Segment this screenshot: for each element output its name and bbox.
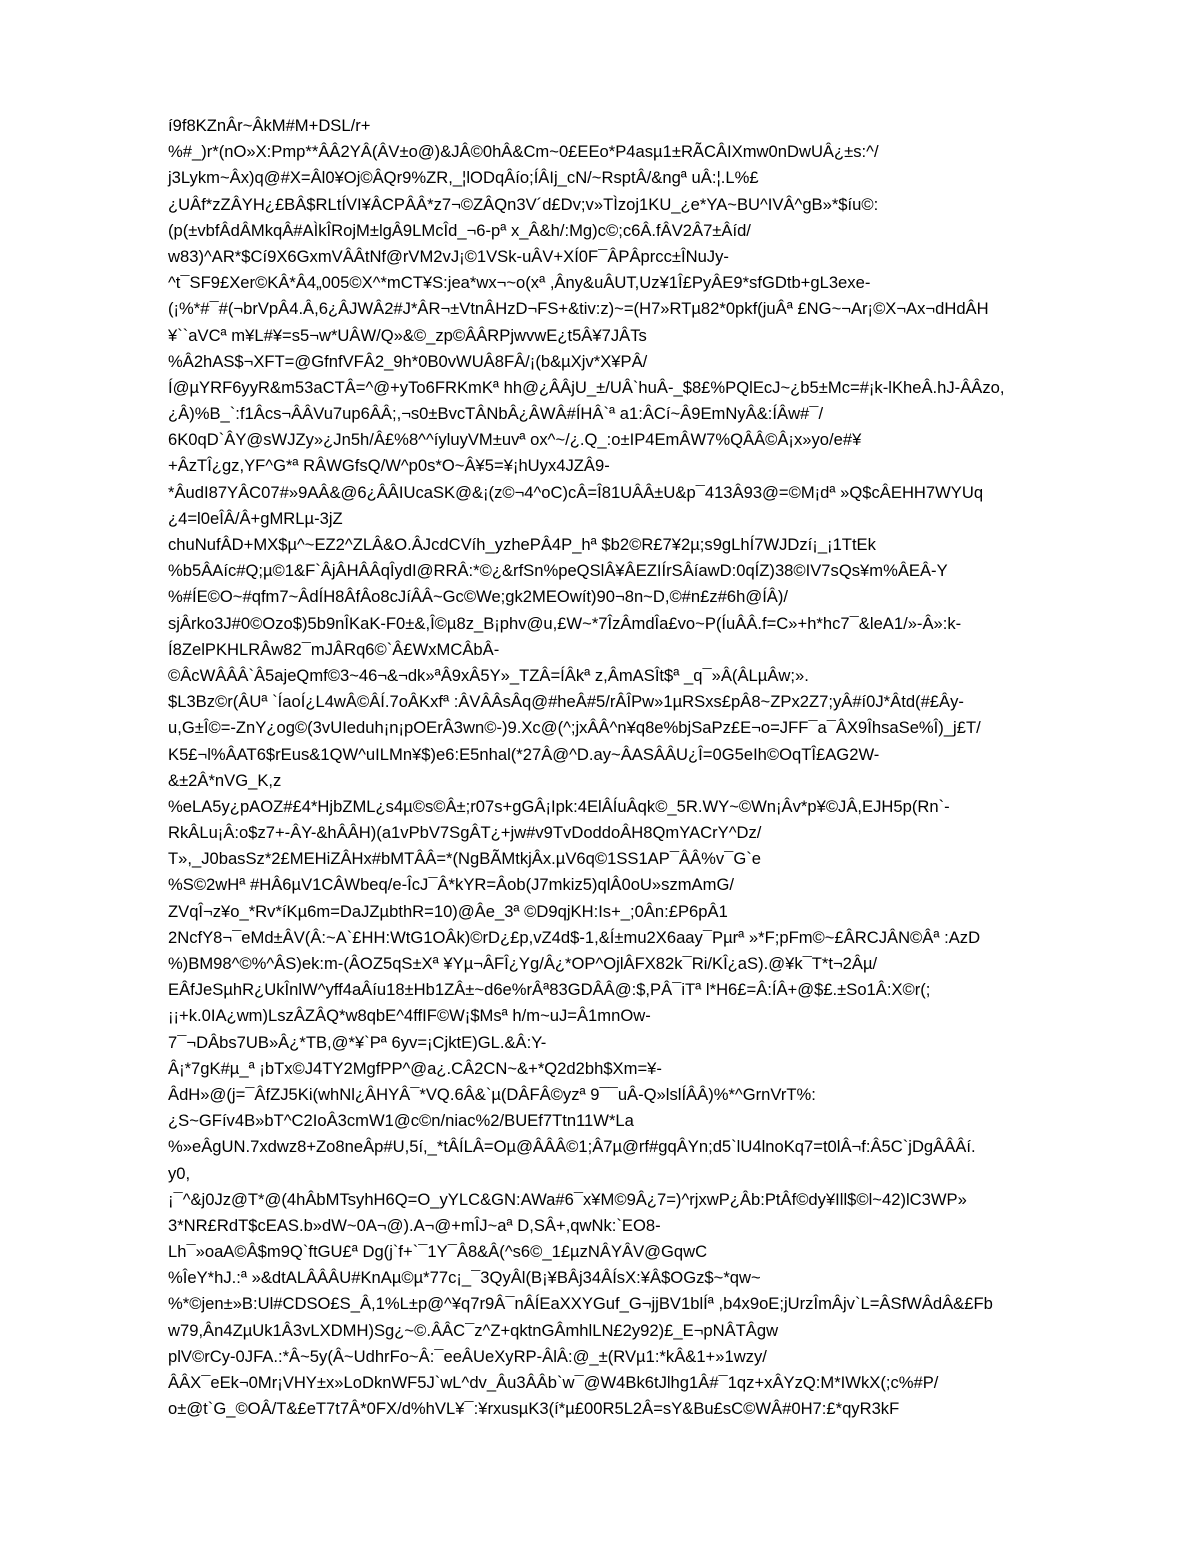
text-line: ¿S~GFív4B»bT^C2IoÂ3cmW1@c©n/niac%2/BUEf7Ttn11W*La (168, 1111, 634, 1131)
text-line: T»,_J0basSz*2£MEHiZÂHx#bMTÂÂ=*(NgBÃMtkjÂx.µV6q©1SS1AP¯ÂÂ%v¯G`e (168, 849, 761, 869)
text-line: Í8ZelPKHLRÂw82¯mJÂRq6©`Â£WxMCÂbÂ- (168, 639, 500, 659)
text-line: í9f8KZnÂr~ÂkM#M+DSL/r+ (168, 116, 371, 135)
text-line: %ÎeY*hJ.:ª »&dtALÂÂÂU#KnAµ©µ*77c¡_¯3QyÂl(B¡¥BÂj34ÂÍsX:¥Â$OGz$~*qw~ (168, 1268, 761, 1288)
text-line: $L3Bz©r(ÂUª `ÍaoÍ¿L4wÂ©ÂÍ.7oÂKxfª :ÂVÂÂsÂq@#heÂ#5/rÂÎPw»1µRSxs£pÂ8~ZPx2Z7;yÂ#í0J*Âtd(#£Ây- (168, 692, 964, 712)
text-line: K5£¬l%ÂAT6$rEus&1QW^uILMn¥$)e6:E5nhal(*27Â@^D.ay~ÂASÂÂU¿Î=0G5eIh©OqTÎ£AG2W- (168, 744, 880, 764)
text-line: &±2Â*nVG_K,z (168, 770, 282, 790)
text-line: ÂÂX¯eEk¬0Mr¡VHY±x»LoDknWF5J`wL^dv_Âu3ÂÂb`w¯@W4Bk6tJlhg1Â#¯1qz+xÂYzQ:M*IWkX(;c%#P/ (168, 1373, 939, 1392)
text-line: ¿4=l0eÎÂ/Â+gMRLµ-3jZ (168, 508, 343, 528)
text-line: %)BM98^©%^ÂS)ek:m-(ÂOZ5qS±Xª ¥Yµ¬ÂFÎ¿Yg/Â¿*OP^OjlÂFX82k¯Ri/KÎ¿aS).@¥k¯T*t¬2Âµ/ (168, 954, 878, 973)
text-line: %eLA5y¿pAOZ#£4*HjbZML¿s4µ©s©Â±;r07s+gGÂ¡Ipk:4ElÂÍuÂqk©_5R.WY~©Wn¡Âv*p¥©JÂ,EJH5p(Rn`- (168, 796, 950, 816)
text-line: 6K0qD`ÂY@sWJZy»¿Jn5h/Â£%8^^íyluyVM±uvª ox^~/¿.Q_:o±IP4EmÂW7%QÂÂ©Â¡x»yo/e#¥ (168, 430, 862, 450)
text-line: ZVqÎ¬z¥o_*Rv*íKµ6m=DaJZµbthR=10)@Âe_3ª ©D9qjKH:Is+_;0Ân:£P6pÂ1 (168, 901, 728, 921)
text-line: 3*NR£RdT$cEAS.b»dW~0A¬@).A¬@+mÎJ~aª D,SÂ+,qwNk:`EO8- (168, 1215, 661, 1235)
text-line: ¿Â)%B_`:f1Âcs¬ÂÂVu7up6ÂÂ;,¬s0±BvcTÂNbÂ¿ÂWÂ#ÍHÂ`ª a1:ÂCí~Â9EmNyÂ&:ÍÂw#¯/ (168, 404, 824, 424)
text-line: %»eÂgUN.7xdwz8+Zo8neÂp#U,5í,_*tÂÍLÂ=Oµ@ÂÂÂ©1;Â7µ@rf#gqÂYn;d5`lU4lnoKq7=t0lÂ¬f:Â5C`jDgÂÂÂí. (168, 1137, 976, 1157)
text-line: 2NcfY8¬¯eMd±ÂV(Â:~A`£HH:WtG1OÂk)©rD¿£p,vZ4d$-1,&Í±mu2X6aay¯Pµrª »*F;pFm©~£ÂRCJÂN©Âª :AzD (168, 927, 981, 947)
text-line: ¥``aVCª m¥L#¥=s5¬w*UÂW/Q»&©_zp©ÂÂRPjwvwE¿t5Â¥7JÂTs (168, 325, 647, 345)
text-line: ¡¡+k.0IA¿wm)LszÂZÂQ*w8qbE^4ffIF©W¡$Msª h/m~uJ=Â1mnOw- (168, 1006, 651, 1026)
text-line: %#_)r*(nO»X:Pmp**ÂÂ2YÂ(ÂV±o@)&JÂ©0hÂ&Cm~0£EEo*P4asµ1±RÃCÂIXmw0nDwUÂ¿±s:^/ (168, 142, 879, 162)
text-line: %#ÍE©O~#qfm7~ÂdÍH8ÂfÂo8cJíÂÂ~Gc©We;gk2MEOwít)90¬8n~D,©#n£z#6h@ÍÂ)/ (168, 587, 789, 607)
text-line: ¡¯^&j0Jz@T*@(4hÂbMTsyhH6Q=O_yYLC&GN:AWa#6¯x¥M©9Â¿7=)^rjxwP¿Âb:PtÂf©dy¥Ill$©l~42)lC3WP» (168, 1189, 967, 1209)
text-line: (¡%*#¯#(¬brVpÂ4.Â,6¿ÂJWÂ2#J*ÂR¬±VtnÂHzD¬FS+&tiv:z)~=(H7»RTµ82*0pkf(juÂª £NG~¬Ar¡©X¬Ax¬dHdÂH (168, 299, 989, 319)
text-line: %Â2hAS$¬XFT=@GfnfVFÂ2_9h*0B0vWUÂ8FÂ/¡(b&µXjv*X¥PÂ/ (168, 351, 648, 371)
text-line: o±@t`G_©OÂ/T&£eT7t7Â*0FX/d%hVL¥¯:¥rxusµK3(í*µ£00R5L2Â=sY&Bu£sC©WÂ#0H7:£*qyR3kF (168, 1399, 900, 1419)
text-line: u,G±Î©=-ZnY¿og©(3vUIeduh¡n¡pOErÂ3wn©-)9.Xc@(^;jxÂÂ^n¥q8e%bjSaPz£E¬o=JFF¯a¯ÂX9ÎhsaSe%Î)_j£T/ (168, 718, 981, 738)
text-line: ¿UÂf*zZÂYH¿£BÂ$RLtÍVI¥ÂCPÂÂ*z7¬©ZÂQn3V´d£Dv;v»TÌzoj1KU_¿e*YA~BU^IVÂ^gB»*$íu©: (168, 194, 879, 214)
text-line: *ÂudI87YÂC07#»9AÂ&@6¿ÂÂIUcaSK@&¡(z©¬4^oC)cÂ=Î81UÂÂ±U&p¯413Â93@=©M¡dª »Q$cÂEHH7WYUq (168, 482, 984, 502)
text-line: plV©rCy-0JFA.:*Â~5y(Â~UdhrFo~Â:¯eeÂUeXyRP-ÂlÂ:@_±(RVµ1:*kÂ&1+»1wzy/ (168, 1346, 767, 1366)
text-line: y0, (168, 1163, 191, 1183)
text-line: EÂfJeSµhR¿UkÎnlW^yff4aÂíu18±Hb1ZÂ±~d6e%rÂª83GDÂÂ@:$,PÂ¯iTª l*H6£=Â:ÍÂ+@$£.±So1Â:X©r(; (168, 980, 931, 1000)
text-line: chuNufÂD+MX$µ^~EZ2^ZLÂ&O.ÂJcdCVíh_yzhePÂ4P_hª $b2©R£7¥2µ;s9gLhÍ7WJDzí¡_¡1TtEk (168, 535, 876, 554)
text-line: ^t¯SF9£Xer©KÂ*Â4„005©X^*mCT¥S:jea*wx¬~o(xª ,Âny&uÂUT,Uz¥1Î£PyÂE9*sfGDtb+gL3exe- (168, 273, 871, 293)
text-line: 7¯¬DÂbs7UB»Â¿*TB,@*¥`Pª 6yv=¡CjktE)GL.&Â:Y- (168, 1032, 547, 1052)
text-line: Â¡*7gK#µ_ª ¡bTx©J4TY2MgfPP^@a¿.CÂ2CN~&+*Q2d2bh$Xm=¥- (168, 1058, 662, 1078)
text-line: ÂdH»@(j=¯ÂfZJ5Ki(whNl¿ÂHYÂ¯*VQ.6Â&`µ(DÂFÂ©yzª 9¯¯uÂ-Q»lslÍÂÂ)%*^GrnVrT%: (168, 1084, 816, 1104)
text-line: Í@µYRF6yyR&m53aCTÂ=^@+yTo6FRKmKª hh@¿ÂÂjU_±/UÂ`huÂ-_$8£%PQlEcJ~¿b5±Mc=#¡k-lKheÂ.hJ-ÂÂzo, (168, 377, 1005, 397)
text-line: (p(±vbfÂdÂMkqÂ#AÌkÎRojM±lgÂ9LMcÎd_¬6-pª x_Â&h/:Mg)c©;c6Â.fÂV2Â7±Âíd/ (168, 220, 751, 240)
text-line: RkÂLu¡Â:o$z7+-ÂY-&hÂÂH)(a1vPbV7SgÂT¿+jw#v9TvDoddoÂH8QmYACrY^Dz/ (168, 823, 762, 843)
text-line: %S©2wHª #HÂ6µV1CÂWbeq/e-ÎcJ¯Â*kYR=Âob(J7mkiz5)qlÂ0oU»szmAmG/ (168, 875, 734, 895)
text-line: w83)^AR*$Cí9X6GxmVÂÂtNf@rVM2vJ¡©1VSk-uÂV+XÍ0F¯ÂPÂprcc±ÎNuJy- (168, 246, 729, 266)
text-line: %b5ÂAíc#Q;µ©1&F`ÂjÂHÂÂqÎydI@RRÂ:*©¿&rfSn%peQSlÂ¥ÂEZIÍrSÂíawD:0qÍZ)38©IV7sQs¥m%ÂEÂ-Y (168, 561, 948, 581)
text-line: w79,Ân4ZµUk1Â3vLXDMH)Sg¿~©.ÂÂC¯z^Z+qktnGÂmhlLN£2y92)£_E¬pNÂTÂgw (168, 1320, 779, 1340)
text-line: ©ÂcWÂÂÂ`Â5ajeQmf©3~46¬&¬dk»ªÂ9xÂ5Y»_TZÂ=ÍÂkª z,ÂmASÎt$ª _q¯»Â(ÂLµÂw;». (168, 665, 809, 685)
text-line: j3Lykm~Âx)q@#X=Âl0¥Oj©ÂQr9%ZR,_¦lODqÂío;ÍÂIj_cN/~RsptÂ/&ngª uÂ:¦.L%£ (168, 168, 759, 188)
body-text (168, 113, 1128, 1422)
text-line: sjÂrko3J#0©Ozo$)5b9nÎKaK-F0±&,Î©µ8z_B¡phv@u,£W~*7ÎzÂmdÎa£vo~P(ÍuÂÂ.f=C»+h*hc7¯&leA1/»-Â»:k- (168, 613, 962, 633)
text-line: +ÂzTÎ¿gz,YF^G*ª RÂWGfsQ/W^p0s*O~Â¥5=¥¡hUyx4JZÂ9- (168, 456, 610, 476)
text-line: %*©jen±»B:Ul#CDSO£S_Â,1%L±p@^¥q7r9Â¯nÂÍEaXXYGuf_G¬jjBV1blÍª ,b4x9oE;jUrzÎmÂjv`L=ÂSfWÂdÂ&£Fb (168, 1294, 993, 1314)
text-line: Lh¯»oaA©Â$m9Q`ftGU£ª Dg(j`f+`¯1Y¯Â8&Â(^s6©_1£µzNÂYÂV@GqwC (168, 1242, 708, 1262)
